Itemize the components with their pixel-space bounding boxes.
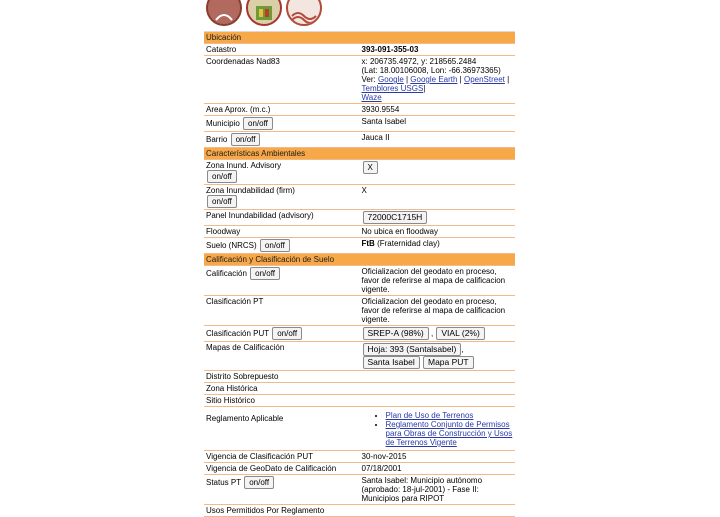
row-coordenadas <box>204 56 515 104</box>
section-header-caracteristicas: Características Ambientales <box>204 148 515 160</box>
mapas-label: Mapas de Calificación <box>204 342 360 371</box>
vigencia-clasificacion-value: 30-nov-2015 <box>360 451 516 463</box>
agency-logos <box>204 0 515 32</box>
zona-advisory-label: Zona Inund. Advisory <box>206 161 282 170</box>
status-pt-label: Status PT <box>206 478 241 487</box>
link-reglamento-conjunto[interactable]: Reglamento Conjunto de Permisos para Obras de Construcción y Usos de Terrenos Vigente <box>385 420 513 447</box>
floodway-label: Floodway <box>204 226 360 238</box>
agency-logo-2 <box>246 0 282 26</box>
clasificacion-srep-button[interactable]: SREP-A (98%) <box>363 327 429 340</box>
row-calificacion <box>204 266 515 296</box>
suelo-code: FtB <box>361 239 375 248</box>
section-header-ubicacion: Ubicación <box>204 32 515 44</box>
row-panel <box>204 210 515 226</box>
row-vigencia-clasificacion <box>204 451 515 463</box>
calificacion-label: Calificación <box>206 269 247 278</box>
panel-value-button[interactable]: 72000C1715H <box>363 211 428 224</box>
municipio-label-cell <box>204 116 360 132</box>
link-waze[interactable]: Waze <box>361 93 382 102</box>
mapa-santa-isabel-button[interactable]: Santa Isabel <box>363 356 420 369</box>
vigencia-geodato-label: Vigencia de GeoDato de Calificación <box>204 463 360 475</box>
suelo-label-cell <box>204 238 360 254</box>
agency-logo-3 <box>286 0 322 26</box>
zona-advisory-value-cell <box>360 160 516 185</box>
row-zona-firm <box>204 185 515 210</box>
list-item <box>386 411 514 420</box>
row-mapas <box>204 342 515 371</box>
mapa-hoja-button[interactable]: Hoja: 393 (Santalsabel) <box>363 343 462 356</box>
barrio-label-cell <box>204 132 360 148</box>
agency-logo-1 <box>206 0 242 26</box>
row-barrio <box>204 132 515 148</box>
row-floodway <box>204 226 515 238</box>
mapas-value-cell: Hoja: 393 (Santalsabel) , Santa Isabel Mapa PUT <box>360 342 516 371</box>
zona-firm-label: Zona Inundabilidad (firm) <box>206 186 295 195</box>
municipio-value: Santa Isabel <box>360 116 516 132</box>
ver-label: Ver: <box>361 75 376 84</box>
clasificacion-put-toggle-button[interactable]: on/off <box>272 327 302 340</box>
panel-label: Panel Inundabilidad (advisory) <box>204 210 360 226</box>
coordenadas-xy: x: 206735.4972, y: 218565.2484 <box>361 57 477 66</box>
status-pt-value: Santa Isabel: Municipio autónomo (aprobado: 18-jul-2001) - Fase II: Municipios para RIPOT <box>360 475 516 505</box>
section-header-calificacion: Calificación y Clasificación de Suelo <box>204 254 515 266</box>
area-label: Area Aprox. (m.c.) <box>204 104 360 116</box>
row-sitio-historico <box>204 395 515 407</box>
coordenadas-label: Coordenadas Nad83 <box>204 56 360 104</box>
clasificacion-pt-label: Clasificación PT <box>204 296 360 326</box>
sitio-historico-value <box>360 395 516 407</box>
clasificacion-put-value-cell: SREP-A (98%) , VIAL (2%) <box>360 326 516 342</box>
calificacion-label-cell <box>204 266 360 296</box>
clasificacion-pt-value: Oficializacion del geodato en proceso, favor de referirse al mapa de calificacion vigente. <box>360 296 516 326</box>
zona-advisory-toggle-button[interactable]: on/off <box>207 170 237 183</box>
barrio-toggle-button[interactable]: on/off <box>231 133 261 146</box>
row-vigencia-geodato <box>204 463 515 475</box>
row-zona-advisory <box>204 160 515 185</box>
clasificacion-put-label: Clasificación PUT <box>206 329 269 338</box>
area-value: 3930.9554 <box>360 104 516 116</box>
calificacion-toggle-button[interactable]: on/off <box>250 267 280 280</box>
clasificacion-vial-button[interactable]: VIAL (2%) <box>436 327 484 340</box>
row-usos-permitidos <box>204 505 515 517</box>
municipio-toggle-button[interactable]: on/off <box>243 117 273 130</box>
vigencia-clasificacion-label: Vigencia de Clasificación PUT <box>204 451 360 463</box>
property-info-panel <box>204 0 515 517</box>
suelo-value: (Fraternidad clay) <box>377 239 440 248</box>
coordenadas-latlon: (Lat: 18.00106008, Lon: -66.36973365) <box>361 66 501 75</box>
row-zona-historica <box>204 383 515 395</box>
vigencia-geodato-value: 07/18/2001 <box>360 463 516 475</box>
distrito-label: Distrito Sobrepuesto <box>204 371 360 383</box>
row-reglamento <box>204 407 515 451</box>
row-suelo <box>204 238 515 254</box>
status-pt-toggle-button[interactable]: on/off <box>244 476 274 489</box>
panel-value-cell <box>360 210 516 226</box>
list-item <box>386 420 514 447</box>
coordenadas-links: Ver: Google | Google Earth | OpenStreet | Temblores USGS| Waze <box>361 75 510 102</box>
row-status-pt <box>204 475 515 505</box>
municipio-label: Municipio <box>206 119 240 128</box>
link-plan-uso-terrenos[interactable]: Plan de Uso de Terrenos <box>385 411 474 420</box>
zona-firm-toggle-button[interactable]: on/off <box>207 195 237 208</box>
zona-firm-value: X <box>360 185 516 210</box>
usos-permitidos-value <box>360 505 516 517</box>
row-clasificacion-put <box>204 326 515 342</box>
link-google[interactable]: Google <box>377 75 404 84</box>
catastro-label: Catastro <box>204 44 360 56</box>
link-google-earth[interactable]: Google Earth <box>410 75 458 84</box>
coordenadas-value <box>360 56 516 104</box>
zona-firm-label-cell <box>204 185 360 210</box>
zona-advisory-label-cell <box>204 160 360 185</box>
clasificacion-put-label-cell <box>204 326 360 342</box>
link-temblores-usgs[interactable]: Temblores USGS <box>361 84 424 93</box>
row-distrito <box>204 371 515 383</box>
suelo-label: Suelo (NRCS) <box>206 241 257 250</box>
reglamento-label: Reglamento Aplicable <box>204 407 360 451</box>
link-openstreet[interactable]: OpenStreet <box>463 75 505 84</box>
zona-advisory-value-button[interactable]: X <box>363 161 378 174</box>
calificacion-value: Oficializacion del geodato en proceso, favor de referirse al mapa de calificacion vigente. <box>360 266 516 296</box>
property-table <box>204 32 515 517</box>
reglamento-value-cell <box>360 407 516 451</box>
row-area <box>204 104 515 116</box>
zona-historica-label: Zona Histórica <box>204 383 360 395</box>
barrio-value: Jauca II <box>360 132 516 148</box>
sitio-historico-label: Sitio Histórico <box>204 395 360 407</box>
row-clasificacion-pt <box>204 296 515 326</box>
status-pt-label-cell <box>204 475 360 505</box>
floodway-value: No ubica en floodway <box>360 226 516 238</box>
zona-historica-value <box>360 383 516 395</box>
barrio-label: Barrio <box>206 135 228 144</box>
row-catastro <box>204 44 515 56</box>
reglamento-list <box>362 411 514 447</box>
mapa-put-button[interactable]: Mapa PUT <box>423 356 474 369</box>
distrito-value <box>360 371 516 383</box>
suelo-value-cell <box>360 238 516 254</box>
usos-permitidos-label: Usos Permitidos Por Reglamento <box>204 505 360 517</box>
row-municipio <box>204 116 515 132</box>
catastro-value: 393-091-355-03 <box>360 44 516 56</box>
suelo-toggle-button[interactable]: on/off <box>260 239 290 252</box>
